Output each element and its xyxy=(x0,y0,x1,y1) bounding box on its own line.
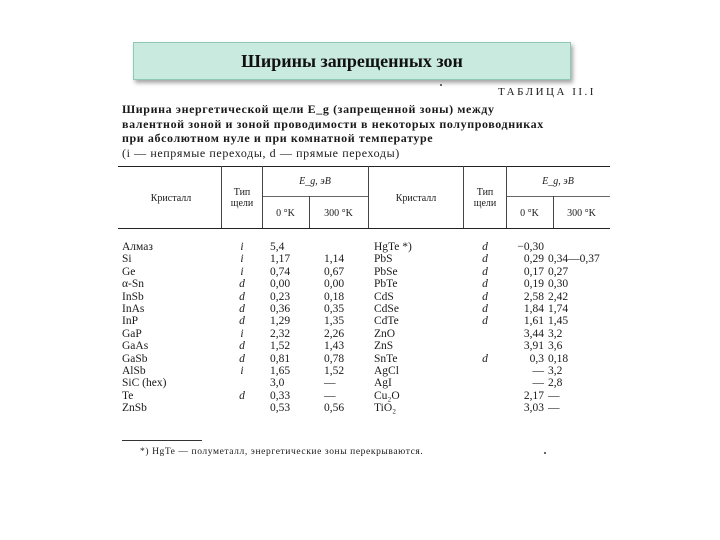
table-cell: 0,36 xyxy=(270,302,291,315)
table-cell: 3,0 xyxy=(270,377,285,390)
table-cell: GaAs xyxy=(122,340,149,353)
table-cell: — xyxy=(324,389,336,402)
caption-line-1: Ширина энергетической щели E_g (запрещенной зоны) между xyxy=(122,102,495,116)
table-cell: 2,26 xyxy=(324,327,345,340)
table-label: ТАБЛИЦА II.I xyxy=(498,86,596,98)
table-cell: InSb xyxy=(122,290,144,303)
table-cell xyxy=(466,377,504,389)
table-cell: AgCl xyxy=(374,364,399,377)
table-cell: d xyxy=(239,278,245,291)
table-cell: PbS xyxy=(374,253,393,266)
header-gap-type-left: Тип щели xyxy=(230,187,254,209)
table-cell xyxy=(466,365,504,377)
table-cell: d xyxy=(482,278,488,291)
table-cell: d xyxy=(239,389,245,402)
table-cell: 3,6 xyxy=(548,340,563,353)
table-cell: ZnO xyxy=(374,327,396,340)
header-t0-right: 0 °K xyxy=(520,208,539,219)
table-cell: 0,30 xyxy=(548,278,569,291)
table-cell: d xyxy=(482,265,488,278)
right-crystal-column xyxy=(374,241,462,414)
table-cell: 1,84 xyxy=(523,302,544,315)
table-cell: SiC (hex) xyxy=(122,377,167,390)
table-cell: 2,8 xyxy=(548,377,563,390)
table-cell: InP xyxy=(122,315,138,328)
table-cell: d xyxy=(482,352,488,365)
table-cell: SnTe xyxy=(374,352,398,365)
right-type-column xyxy=(466,241,504,414)
table-cell: 2,17 xyxy=(523,389,544,402)
table-cell: −0,30 xyxy=(517,241,544,253)
table-cell: d xyxy=(239,340,245,353)
table-cell: Cu₂O xyxy=(374,389,400,402)
table-cell: — xyxy=(548,389,560,402)
table-cell: i xyxy=(240,327,244,340)
table-cell: PbTe xyxy=(374,278,398,291)
table-cell xyxy=(324,241,364,253)
table-cell: 0,34—0,37 xyxy=(548,253,600,266)
table-cell: 1,74 xyxy=(548,302,569,315)
header-t0-left: 0 °K xyxy=(276,208,295,219)
table-cell: 0,18 xyxy=(548,352,569,365)
table-cell: GaP xyxy=(122,327,142,340)
left-e0-column xyxy=(270,241,310,414)
right-e300-column xyxy=(548,241,610,414)
caption-line-4: (i — непрямые переходы, d — прямые переходы) xyxy=(122,145,400,160)
left-crystal-column xyxy=(122,241,218,414)
table-cell: i xyxy=(240,241,244,253)
table-header-rule xyxy=(118,228,610,229)
table-divider xyxy=(463,166,464,228)
table-cell: 1,52 xyxy=(270,340,291,353)
header-gap-type-right: Тип щели xyxy=(473,187,497,209)
table-cell: 5,4 xyxy=(270,241,285,253)
table-cell: — xyxy=(532,364,544,377)
table-cell: — xyxy=(324,377,336,390)
table-cell: Алмаз xyxy=(122,241,153,253)
table-cell: 0,19 xyxy=(523,278,544,291)
table-cell: HgTe *) xyxy=(374,241,412,253)
table-cell: 0,33 xyxy=(270,389,291,402)
table-cell: 0,56 xyxy=(324,402,345,415)
table-cell: Te xyxy=(122,389,134,402)
table-cell xyxy=(466,390,504,402)
table-cell: 1,43 xyxy=(324,340,345,353)
table-cell: d xyxy=(239,290,245,303)
table-cell xyxy=(224,402,260,414)
table-cell: AgI xyxy=(374,377,392,390)
table-cell: 0,53 xyxy=(270,402,291,415)
table-cell: — xyxy=(548,402,560,415)
table-cell: 0,81 xyxy=(270,352,291,365)
slide-title xyxy=(133,42,571,80)
table-cell: AlSb xyxy=(122,364,146,377)
table-cell: PbSe xyxy=(374,265,398,278)
caption-line-3: при абсолютном нуле и при комнатной температуре xyxy=(122,131,434,145)
table-cell: 0,00 xyxy=(270,278,291,291)
table-cell: 3,03 xyxy=(523,402,544,415)
table-cell: 2,32 xyxy=(270,327,291,340)
table-cell: 1,17 xyxy=(270,253,291,266)
table-cell: d xyxy=(482,302,488,315)
table-cell: d xyxy=(239,302,245,315)
table-cell: 1,65 xyxy=(270,364,291,377)
footnote: *) HgTe — полуметалл, энергетические зоны перекрываются. xyxy=(140,447,424,457)
table-cell: d xyxy=(239,352,245,365)
table-cell: 1,45 xyxy=(548,315,569,328)
right-e0-column xyxy=(504,241,544,414)
table-cell: — xyxy=(532,377,544,390)
table-cell: Ge xyxy=(122,265,136,278)
table-cell: TiO₂ xyxy=(374,402,397,415)
table-cell: 1,14 xyxy=(324,253,345,266)
table-divider xyxy=(221,166,222,228)
table-cell: 0,78 xyxy=(324,352,345,365)
table-cell: CdSe xyxy=(374,302,399,315)
header-t300-left: 300 °K xyxy=(324,208,353,219)
header-crystal-left: Кристалл xyxy=(150,193,192,204)
table-cell: d xyxy=(239,315,245,328)
table-cell xyxy=(548,241,610,253)
slide-title-text: Ширины запрещенных зон xyxy=(241,50,463,71)
table-cell: 0,23 xyxy=(270,290,291,303)
table-cell: 0,17 xyxy=(523,265,544,278)
table-cell: d xyxy=(482,241,488,253)
caption-line-2: валентной зоной и зоной проводимости в некоторых полупроводниках xyxy=(122,116,544,131)
table-cell: i xyxy=(240,364,244,377)
table-cell: 1,35 xyxy=(324,315,345,328)
table-cell: CdTe xyxy=(374,315,399,328)
table-sub-rule-left xyxy=(262,196,368,197)
table-cell: 0,27 xyxy=(548,265,569,278)
table-cell: ZnSb xyxy=(122,402,147,415)
table-cell: 0,00 xyxy=(324,278,345,291)
table-sub-rule-right xyxy=(506,196,610,197)
table-cell xyxy=(466,328,504,340)
header-t300-right: 300 °K xyxy=(567,208,596,219)
table-cell: 0,29 xyxy=(523,253,544,266)
left-type-column xyxy=(224,241,260,414)
table-cell: 1,29 xyxy=(270,315,291,328)
footnote-rule xyxy=(122,440,202,441)
table-cell: 3,44 xyxy=(523,327,544,340)
table-top-rule xyxy=(118,166,610,167)
left-e300-column xyxy=(324,241,364,414)
table-caption xyxy=(122,102,622,160)
table-cell xyxy=(466,340,504,352)
table-cell: 3,2 xyxy=(548,364,563,377)
table-cell: 3,2 xyxy=(548,327,563,340)
table-cell: d xyxy=(482,290,488,303)
table-cell xyxy=(224,377,260,389)
table-cell: i xyxy=(240,253,244,266)
scan-speck xyxy=(544,452,546,454)
table-cell: 0,35 xyxy=(324,302,345,315)
table-cell: α-Sn xyxy=(122,278,145,291)
table-cell: 3,91 xyxy=(523,340,544,353)
table-divider xyxy=(368,166,369,228)
table-cell: 2,42 xyxy=(548,290,569,303)
table-cell: Si xyxy=(122,253,132,266)
scan-speck xyxy=(440,84,442,86)
header-crystal-right: Кристалл xyxy=(395,193,437,204)
table-cell: d xyxy=(482,253,488,266)
table-cell: GaSb xyxy=(122,352,148,365)
header-eg-left: E_g, эВ xyxy=(299,176,331,187)
table-cell: 0,74 xyxy=(270,265,291,278)
table-cell: InAs xyxy=(122,302,145,315)
table-cell: CdS xyxy=(374,290,394,303)
table-cell: i xyxy=(240,265,244,278)
header-eg-right: E_g, эВ xyxy=(542,176,574,187)
table-cell: 0,3 xyxy=(529,352,544,365)
table-cell: 1,52 xyxy=(324,364,345,377)
table-cell: ZnS xyxy=(374,340,394,353)
table-cell: 0,18 xyxy=(324,290,345,303)
table-cell: 0,67 xyxy=(324,265,345,278)
table-cell: d xyxy=(482,315,488,328)
table-cell xyxy=(466,402,504,414)
table-cell: 1,61 xyxy=(523,315,544,328)
table-cell: 2,58 xyxy=(523,290,544,303)
